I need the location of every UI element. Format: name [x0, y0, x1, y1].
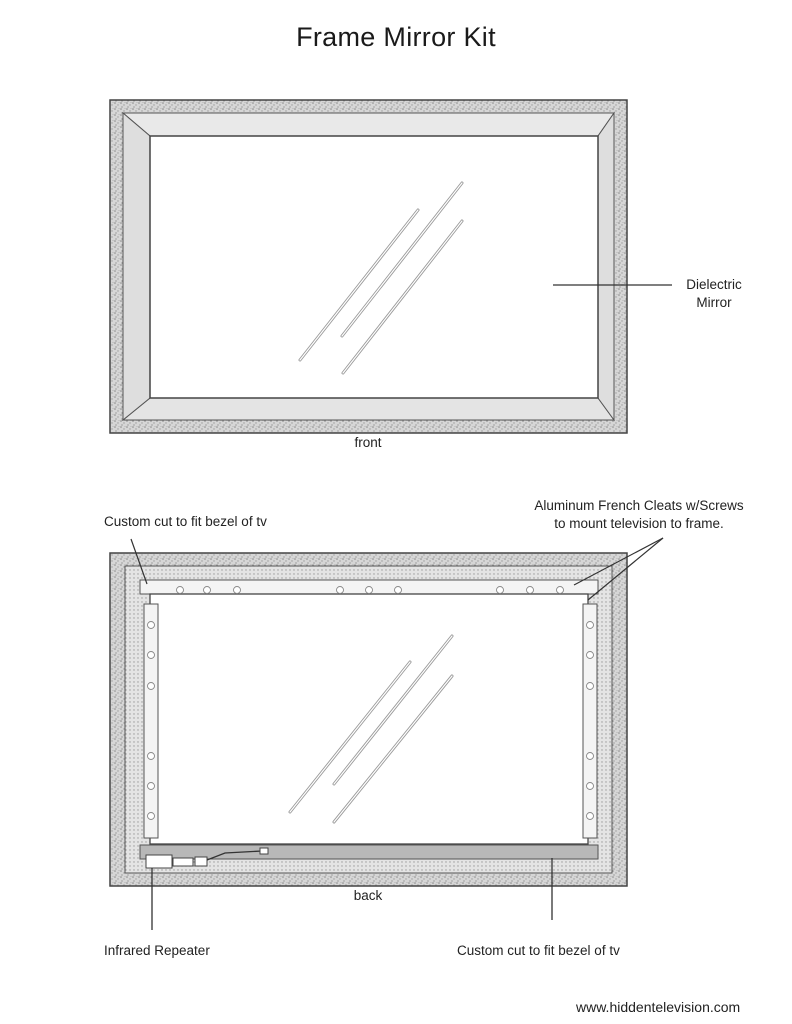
infrared-repeater-label: Infrared Repeater — [104, 943, 210, 958]
website-url: www.hiddentelevision.com — [576, 999, 741, 1015]
cleats-label-line1: Aluminum French Cleats w/Screws — [534, 498, 744, 513]
back-bottom-bezel-strip — [140, 845, 598, 859]
top-left-bezel-label: Custom cut to fit bezel of tv — [104, 514, 267, 529]
front-frame — [110, 100, 672, 433]
infrared-repeater-module — [173, 858, 193, 866]
front-bevel-right — [598, 113, 614, 420]
infrared-repeater-box — [146, 855, 172, 868]
front-caption: front — [354, 435, 382, 450]
mirror-label-line1: Dielectric — [686, 277, 742, 292]
mirror-label-line2: Mirror — [696, 295, 732, 310]
infrared-repeater-sensor — [195, 857, 207, 866]
page-title: Frame Mirror Kit — [296, 22, 496, 52]
front-bevel-bottom — [123, 398, 614, 420]
front-bevel-left — [123, 113, 150, 420]
back-caption: back — [353, 888, 383, 903]
cleats-label-line2: to mount television to frame. — [554, 516, 724, 531]
back-mirror-glass — [150, 594, 588, 844]
front-bevel-top — [123, 113, 614, 136]
back-frame — [110, 538, 663, 930]
left-french-cleat — [144, 604, 158, 838]
bottom-right-bezel-label: Custom cut to fit bezel of tv — [457, 943, 620, 958]
right-french-cleat — [583, 604, 597, 838]
